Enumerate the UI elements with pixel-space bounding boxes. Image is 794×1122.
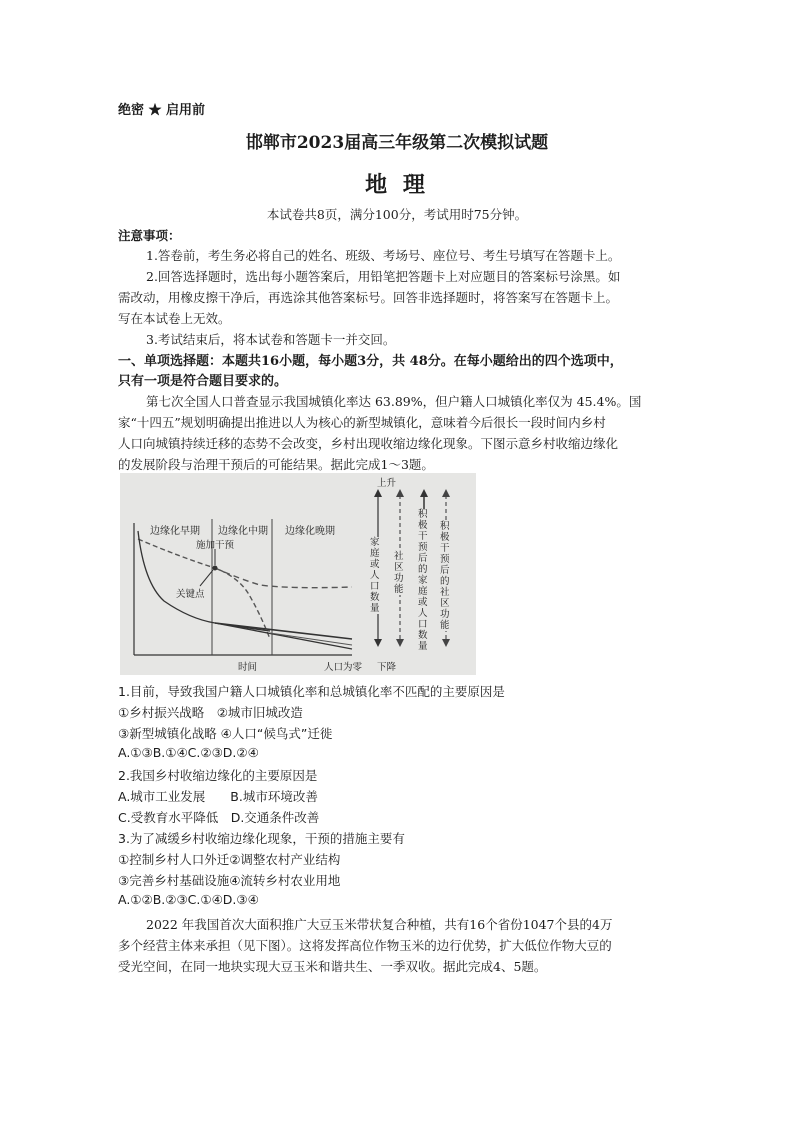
stage-late-label: 边缘化晚期	[285, 526, 335, 537]
question-2-options-line-1: A.城市工业发展 B.城市环境改善	[118, 789, 318, 804]
question-2-stem: 2.我国乡村收缩边缘化的主要原因是	[118, 768, 318, 783]
question-1-answers: A.①③B.①④C.②③D.②④	[118, 745, 259, 760]
arrow-community-head-up	[396, 489, 404, 497]
community-function-label: 社区功能	[394, 551, 404, 595]
arrow-family-head-up	[374, 489, 382, 497]
exam-info: 本试卷共8页，满分100分，考试用时75分钟。	[266, 207, 528, 222]
question-3-stem: 3.为了减缓乡村收缩边缘化现象，干预的措施主要有	[118, 831, 405, 846]
arrow-active-family-head-up	[420, 489, 428, 497]
notes-item-1: 1.答卷前，考生务必将自己的姓名、班级、考场号、座位号、考生号填写在答题卡上。	[146, 248, 621, 263]
question-3-options-line-2: ③完善乡村基础设施④流转乡村农业用地	[118, 873, 341, 888]
notes-item-3: 3.考试结束后，将本试卷和答题卡一并交回。	[146, 332, 396, 347]
question-1-options-line-2: ③新型城镇化战略 ④人口“候鸟式”迁徙	[118, 726, 333, 741]
key-point-label: 关键点	[176, 589, 205, 600]
section-heading-line-2: 只有一项是符合题目要求的。	[118, 374, 288, 389]
passage-1-line-2: 家“十四五”规划明确提出推进以人为核心的新型城镇化，意味着今后很长一段时间内乡村	[118, 415, 606, 430]
exam-title: 邯郸市2023届高三年级第二次模拟试题	[245, 133, 549, 153]
notes-item-2-line-1: 2.回答选择题时，选出每小题答案后，用铅笔把答题卡上对应题目的答案标号涂黑。如	[146, 269, 621, 284]
subject-title: 地 理	[365, 172, 429, 198]
up-label: 上升	[377, 478, 397, 489]
family-population-label: 家庭或人口数量	[370, 537, 380, 614]
notes-item-2-line-3: 写在本试卷上无效。	[118, 311, 231, 326]
rural-shrinkage-diagram	[120, 473, 476, 675]
question-2-options-line-2: C.受教育水平降低 D.交通条件改善	[118, 810, 320, 825]
passage-1-line-1: 第七次全国人口普查显示我国城镇化率达 63.89%，但户籍人口城镇化率仅为 45.4%。国	[146, 394, 642, 409]
notes-heading: 注意事项：	[118, 228, 181, 243]
passage-2-line-1: 2022 年我国首次大面积推广大豆玉米带状复合种植，共有16个省份1047个县的4万	[146, 917, 613, 932]
stage-early-label: 边缘化早期	[150, 526, 200, 537]
passage-1-line-4: 的发展阶段与治理干预后的可能结果。据此完成1～3题。	[118, 457, 434, 472]
down-label: 下降	[377, 662, 397, 673]
question-1-stem: 1.目前，导致我国户籍人口城镇化率和总城镇化率不匹配的主要原因是	[118, 684, 505, 699]
question-3-options-line-1: ①控制乡村人口外迁②调整农村产业结构	[118, 852, 341, 867]
intervened-community-curve	[215, 568, 352, 588]
stage-mid-label: 边缘化中期	[218, 526, 268, 537]
passage-1-line-3: 人口向城镇持续迁移的态势不会改变，乡村出现收缩边缘化现象。下图示意乡村收缩边缘化	[118, 436, 619, 451]
section-heading-line-1: 一、单项选择题：本题共16小题，每小题3分，共 48分。在每小题给出的四个选项中，	[118, 354, 623, 369]
active-family-label: 积极干预后的家庭或人口数量	[418, 509, 428, 652]
notes-item-2-line-2: 需改动，用橡皮擦干净后，再选涂其他答案标号。回答非选择题时，将答案写在答题卡上。	[118, 290, 619, 305]
passage-2-line-2: 多个经营主体来承担（见下图）。这将发挥高位作物玉米的边行优势，扩大低位作物大豆的	[118, 938, 612, 953]
active-community-label: 积极干预后的社区功能	[440, 521, 450, 631]
confidential-label: 绝密 ★ 启用前	[118, 103, 206, 118]
arrow-active-community-head-down	[442, 639, 450, 647]
question-3-answers: A.①②B.②③C.①④D.③④	[118, 892, 259, 907]
x-axis-label: 时间	[238, 662, 258, 673]
key-point-marker	[213, 566, 218, 571]
arrow-active-community-head-up	[442, 489, 450, 497]
arrow-community-head-down	[396, 639, 404, 647]
intervention-label: 施加干预	[196, 540, 235, 551]
key-point-pointer	[200, 570, 213, 586]
population-zero-label: 人口为零	[324, 662, 363, 673]
question-1-options-line-1: ①乡村振兴战略 ②城市旧城改造	[118, 705, 303, 720]
arrow-family-head-down	[374, 639, 382, 647]
passage-2-line-3: 受光空间，在同一地块实现大豆玉米和谐共生、一季双收。据此完成4、5题。	[118, 959, 547, 974]
